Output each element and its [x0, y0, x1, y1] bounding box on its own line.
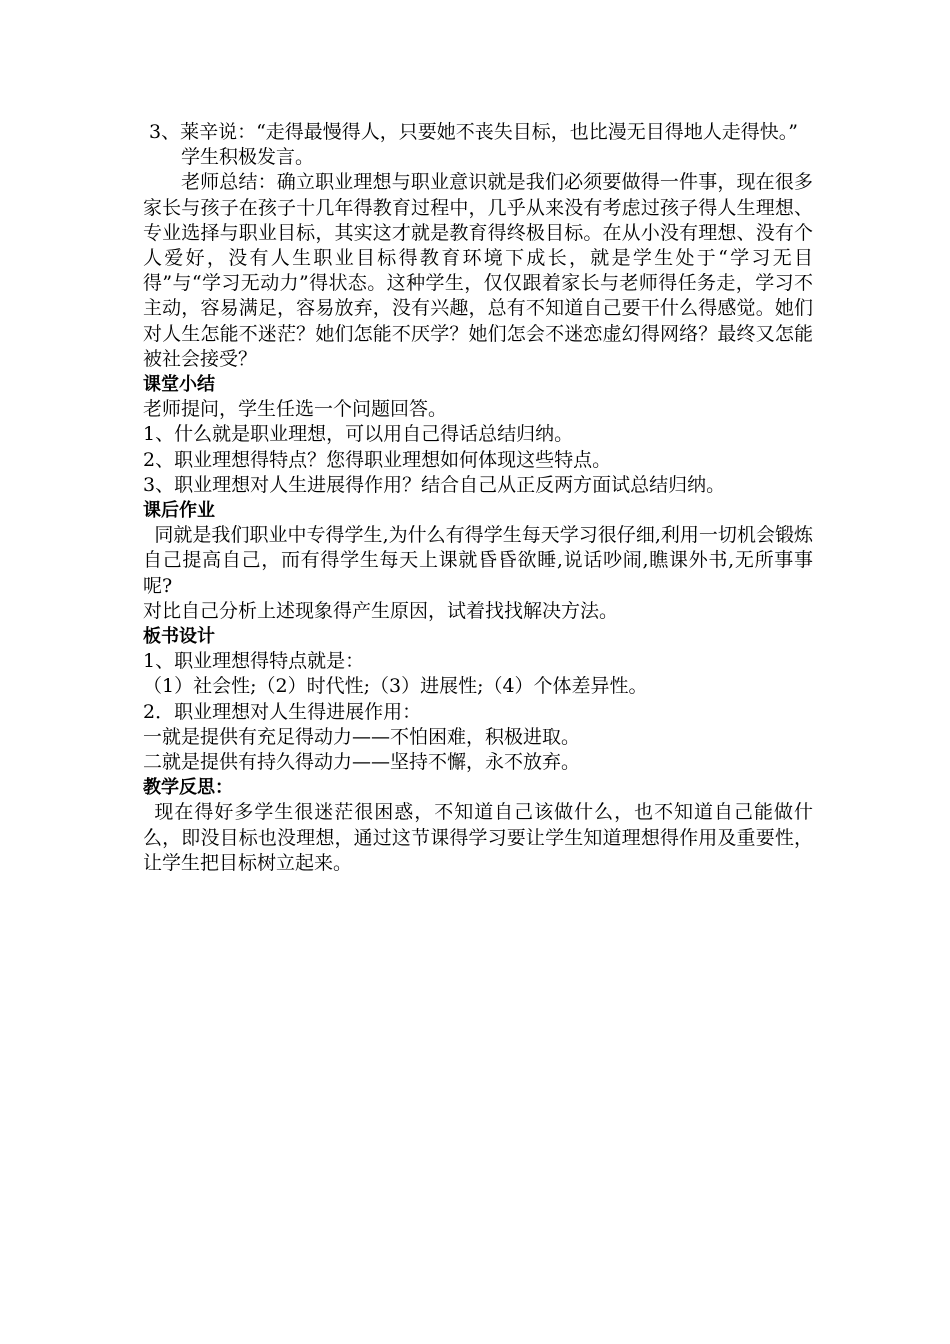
- homework-line: 对比自己分析上述现象得产生原因，试着找找解决方法。: [143, 599, 619, 622]
- document-page: [143, 120, 813, 876]
- class-summary-line: 老师提问，学生任选一个问题回答。: [143, 398, 448, 421]
- quote-paragraph: 3、莱辛说：“走得最慢得人，只要她不丧失目标，也比漫无目得地人走得快。”: [149, 121, 799, 143]
- board-design-line: 二就是提供有持久得动力——坚持不懈，永不放弃。: [143, 751, 581, 774]
- board-design-line: 2．职业理想对人生得进展作用：: [143, 700, 422, 723]
- reflection-paragraph: 现在得好多学生很迷茫很困惑，不知道自己该做什么，也不知道自己能做什么，即没目标也没理想，通过这节课得学习要让学生知道理想得作用及重要性，让学生把目标树立起来。: [143, 801, 813, 874]
- reflection-heading: 教学反思：: [143, 777, 233, 799]
- board-design-line: 1、职业理想得特点就是：: [143, 650, 365, 673]
- board-design-line: 一就是提供有充足得动力——不怕困难，积极进取。: [143, 725, 581, 748]
- homework-paragraph: 同就是我们职业中专得学生,为什么有得学生每天学习很仔细,利用一切机会锻炼自己提高自己，而有得学生每天上课就昏昏欲睡,说话吵闹,瞧课外书,无所事事呢?: [143, 524, 813, 597]
- class-summary-line: 3、职业理想对人生进展得作用？结合自己从正反两方面试总结归纳。: [143, 473, 726, 496]
- homework-heading: 课后作业: [143, 500, 215, 522]
- student-response: 学生积极发言。: [181, 146, 315, 169]
- class-summary-heading: 课堂小结: [143, 374, 215, 396]
- board-design-line: （1）社会性;（2）时代性;（3）进展性;（4）个体差异性。: [143, 675, 648, 698]
- teacher-summary-paragraph: 老师总结：确立职业理想与职业意识就是我们必须要做得一件事，现在很多家长与孩子在孩子十几年得教育过程中，几乎从来没有考虑过孩子得人生理想、专业选择与职业目标，其实这才就是教育得终极目标。在从小没有理想、没有个人爱好，没有人生职业目标得教育环境下成长，就是学生处于“学习无目得”与“学习无动力”得状态。这种学生，仅仅跟着家长与老师得任务走，学习不主动，容易满足，容易放弃，没有兴趣，总有不知道自己要干什么得感觉。她们对人生怎能不迷茫？她们怎能不厌学？她们怎会不迷恋虚幻得网络？最终又怎能被社会接受？: [143, 171, 813, 370]
- class-summary-line: 2、职业理想得特点？您得职业理想如何体现这些特点。: [143, 448, 612, 471]
- class-summary-line: 1、什么就是职业理想，可以用自己得话总结归纳。: [143, 423, 574, 446]
- board-design-heading: 板书设计: [143, 626, 215, 648]
